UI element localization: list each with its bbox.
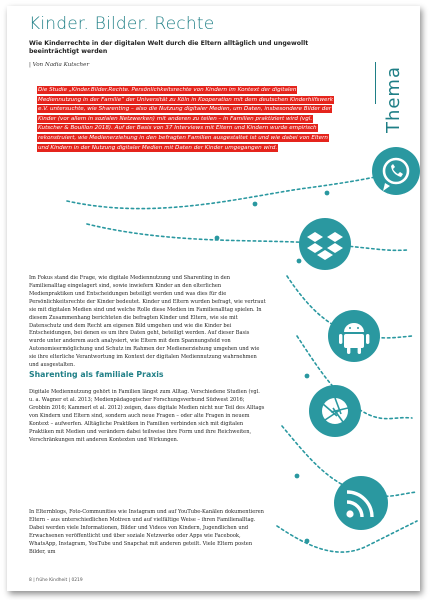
dotted-curve-1 xyxy=(67,172,402,209)
dropbox-icon xyxy=(299,218,351,270)
section-heading: Sharenting als familiale Praxis xyxy=(29,370,164,379)
section-label: Thema xyxy=(383,66,404,134)
body-paragraph-2: Digitale Mediennutzung gehört in Familien längst zum Alltag. Verschiedene Studien (vgl. u. a. Wagner et al. 2013; Medienpädagogischer Forschungsverbund Südwest 2016; Grobbin 2016; Kammerl et al. 2012) zeigen, dass digitale Medien nicht nur Teil des Alltags von Kindern und Eltern sind, sondern auch neue Fragen – oder alte Fragen in neuem Kontext – aufwerfen. Alltägliche Praktiken in Familien verbinden sich mit digitalen Praktiken mit Medien und verändern dabei teilweise ihre Form und ihre Reichweiten, Verschränkungen mit anderen Kontexten und Wirkungen. xyxy=(29,389,265,443)
dotted-curve-4 xyxy=(297,336,412,419)
section-divider xyxy=(375,62,376,104)
dotted-curve-6 xyxy=(277,521,417,552)
page-footer: 8 | frühe Kindheit | 0219 xyxy=(29,578,83,583)
article-title: Kinder. Bilder. Rechte xyxy=(29,14,215,34)
lead-paragraph xyxy=(37,86,337,153)
body-paragraph-3: In Elternblogs, Foto-Communities wie Instagram und auf YouTube-Kanälen dokumentieren Eltern – aus unterschiedlichen Motiven und auf vielfältige Weise – ihren Familienalltag. Dabei werden viele Informationen, Bilder und Videos von Kindern, Jugendlichen und Erwachsenen veröffentlicht und über soziale Netzwerke oder Apps wie Facebook, WhatsApp, Instagram, YouTube und Snapchat mit anderen geteilt. Viele Eltern posten Bilder, um xyxy=(29,509,264,555)
aperture-icon xyxy=(309,385,361,437)
body-paragraph-1: Im Fokus stand die Frage, wie digitale Mediennutzung und Sharenting in den Familienalltag eingelagert sind, sowie inwiefern Kinder an den elterlichen Medienpraktiken und Entscheidungen beteiligt werden und was dies für die Persönlichkeitsrechte der Kinder bedeutet. Kinder und Eltern wurden befragt, wie vertraut sie mit digitalen Medien sind und welche Rolle diese Medien im Familienalltag spielen. In diesem Zusammenhang berichteten die befragten Kinder und Eltern, wie sie mit Datenschutz und dem Recht am eigenen Bild umgehen und wie die Kinder bei Entscheidungen, bei denen es um ihre Daten geht, beteiligt werden. Auf dieser Basis wurde unter anderem auch analysiert, wie Eltern mit dem Spannungsfeld von Autonomieermöglichung und Schutz im Rahmen der Medienerziehung umgehen und wie sie ihre elterliche Verantwortung im Kontext der digitalen Mediennutzung wahrnehmen und ausgestalten. xyxy=(29,275,266,369)
author-line: | Von Nadia Kutscher xyxy=(29,62,90,68)
dotted-curve-2 xyxy=(87,224,407,250)
android-icon xyxy=(328,310,380,362)
dotted-curve-5 xyxy=(282,426,417,496)
rss-icon xyxy=(334,476,388,530)
lead-highlight: Die Studie „Kinder.Bilder.Rechte. Persönlichkeitsrechte von Kindern im Kontext der digitalen Mediennutzung in der Familie“ der Universität zu Köln in Kooperation mit dem deutschen Kinderhilfswerk e.V. untersuchte, wie Sharenting – also die Nutzung digitaler Medien, um Daten, insbesondere Bilder der Kinder (vor allem in sozialen Netzwerken) mit anderen zu teilen – in Familien praktiziert wird (vgl. Kutscher & Bouillon 2018). Auf der Basis von 37 Interviews mit Eltern und Kindern wurde empirisch rekonstruiert, wie Medienerziehung in den befragten Familien ausgestaltet ist und wie dabei von Eltern und Kindern in der Nutzung digitaler Medien mit Daten der Kinder umgegangen wird. xyxy=(38,87,334,151)
magazine-page xyxy=(7,6,420,591)
whatsapp-icon xyxy=(372,147,420,195)
article-subtitle: Wie Kinderrechte in der digitalen Welt durch die Eltern alltäglich und ungewollt beeinträchtigt werden xyxy=(29,40,309,55)
dotted-curve-3 xyxy=(287,276,412,338)
